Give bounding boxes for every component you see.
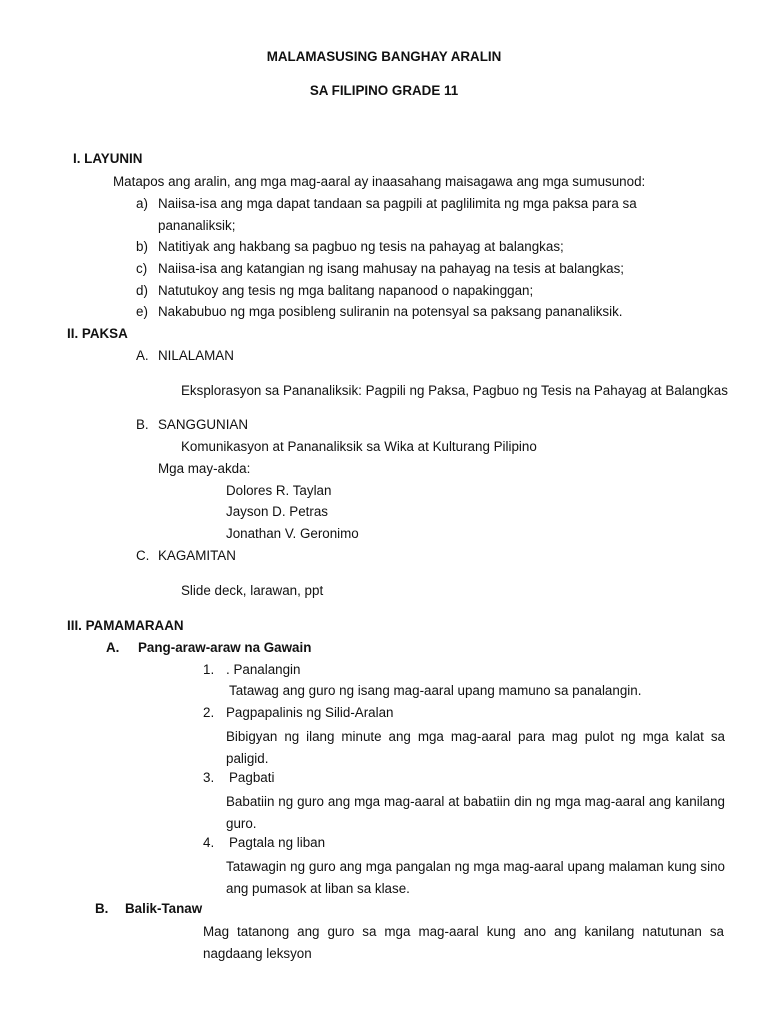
step-number: 1. xyxy=(203,662,215,677)
step-number: 3. xyxy=(203,770,215,785)
subsection-marker: C. xyxy=(136,548,150,563)
step-number: 2. xyxy=(203,705,215,720)
author-name: Dolores R. Taylan xyxy=(226,483,332,498)
step-description: Tatawag ang guro ng isang mag-aaral upang mamuno sa panalangin. xyxy=(229,683,642,698)
section-heading-paksa: II. PAKSA xyxy=(67,326,128,341)
subsection-label-nilalaman: NILALAMAN xyxy=(158,348,234,363)
step-description: Tatawagin ng guro ang mga pangalan ng mga mag-aaral upang malaman kung sino ang pumasok at liban sa klase. xyxy=(226,859,725,896)
balik-tanaw-content: Mag tatanong ang guro sa mga mag-aaral kung ano ang kanilang natutunan sa nagdaang leksyon xyxy=(203,924,724,961)
list-marker: e) xyxy=(136,304,148,319)
list-item-text: Nakabubuo ng mga posibleng suliranin na potensyal sa paksang pananaliksik. xyxy=(158,304,623,319)
list-item-text: Natitiyak ang hakbang sa pagbuo ng tesis na pahayag at balangkas; xyxy=(158,239,564,254)
kagamitan-content: Slide deck, larawan, ppt xyxy=(181,583,324,598)
step-title: . Panalangin xyxy=(226,662,301,677)
list-item-text: Naiisa-isa ang mga dapat tandaan sa pagpili at paglilimita ng mga paksa para sa xyxy=(158,196,637,211)
nilalaman-content: Eksplorasyon sa Pananaliksik: Pagpili ng Paksa, Pagbuo ng Tesis na Pahayag at Balangkas xyxy=(181,383,728,398)
subsection-marker: B. xyxy=(136,417,149,432)
subsection-label-gawain: Pang-araw-araw na Gawain xyxy=(138,640,312,655)
list-marker: a) xyxy=(136,196,148,211)
section-heading-layunin: I. LAYUNIN xyxy=(73,151,143,166)
step-description: Babatiin ng guro ang mga mag-aaral at babatiin din ng mga mag-aaral ang kanilang guro. xyxy=(226,794,725,831)
subsection-label-balik-tanaw: Balik-Tanaw xyxy=(125,901,203,916)
list-marker: d) xyxy=(136,283,148,298)
list-marker: b) xyxy=(136,239,148,254)
subsection-marker: A. xyxy=(106,640,120,655)
author-name: Jayson D. Petras xyxy=(226,504,328,519)
step-description: Bibigyan ng ilang minute ang mga mag-aaral para mag pulot ng mga kalat sa paligid. xyxy=(226,729,725,766)
sanggunian-content: Komunikasyon at Pananaliksik sa Wika at Kulturang Pilipino xyxy=(181,439,537,454)
subsection-label-kagamitan: KAGAMITAN xyxy=(158,548,236,563)
list-marker: c) xyxy=(136,261,148,276)
step-title: Pagtala ng liban xyxy=(229,835,326,850)
authors-label: Mga may-akda: xyxy=(158,461,251,476)
step-number: 4. xyxy=(203,835,215,850)
subsection-label-sanggunian: SANGGUNIAN xyxy=(158,417,249,432)
subsection-marker: B. xyxy=(95,901,109,916)
list-item-text: Natutukoy ang tesis ng mga balitang napanood o napakinggan; xyxy=(158,283,534,298)
subsection-marker: A. xyxy=(136,348,149,363)
author-name: Jonathan V. Geronimo xyxy=(226,526,359,541)
document-subtitle: SA FILIPINO GRADE 11 xyxy=(309,83,459,98)
layunin-intro: Matapos ang aralin, ang mga mag-aaral ay inaasahang maisagawa ang mga sumusunod: xyxy=(113,174,646,189)
section-heading-pamamaraan: III. PAMAMARAAN xyxy=(67,618,184,633)
list-item-text: Naiisa-isa ang katangian ng isang mahusay na pahayag na tesis at balangkas; xyxy=(158,261,625,276)
step-title: Pagbati xyxy=(229,770,275,785)
step-title: Pagpapalinis ng Silid-Aralan xyxy=(226,705,394,720)
document-title: MALAMASUSING BANGHAY ARALIN xyxy=(266,49,502,64)
list-item-text-cont: pananaliksik; xyxy=(158,218,236,233)
